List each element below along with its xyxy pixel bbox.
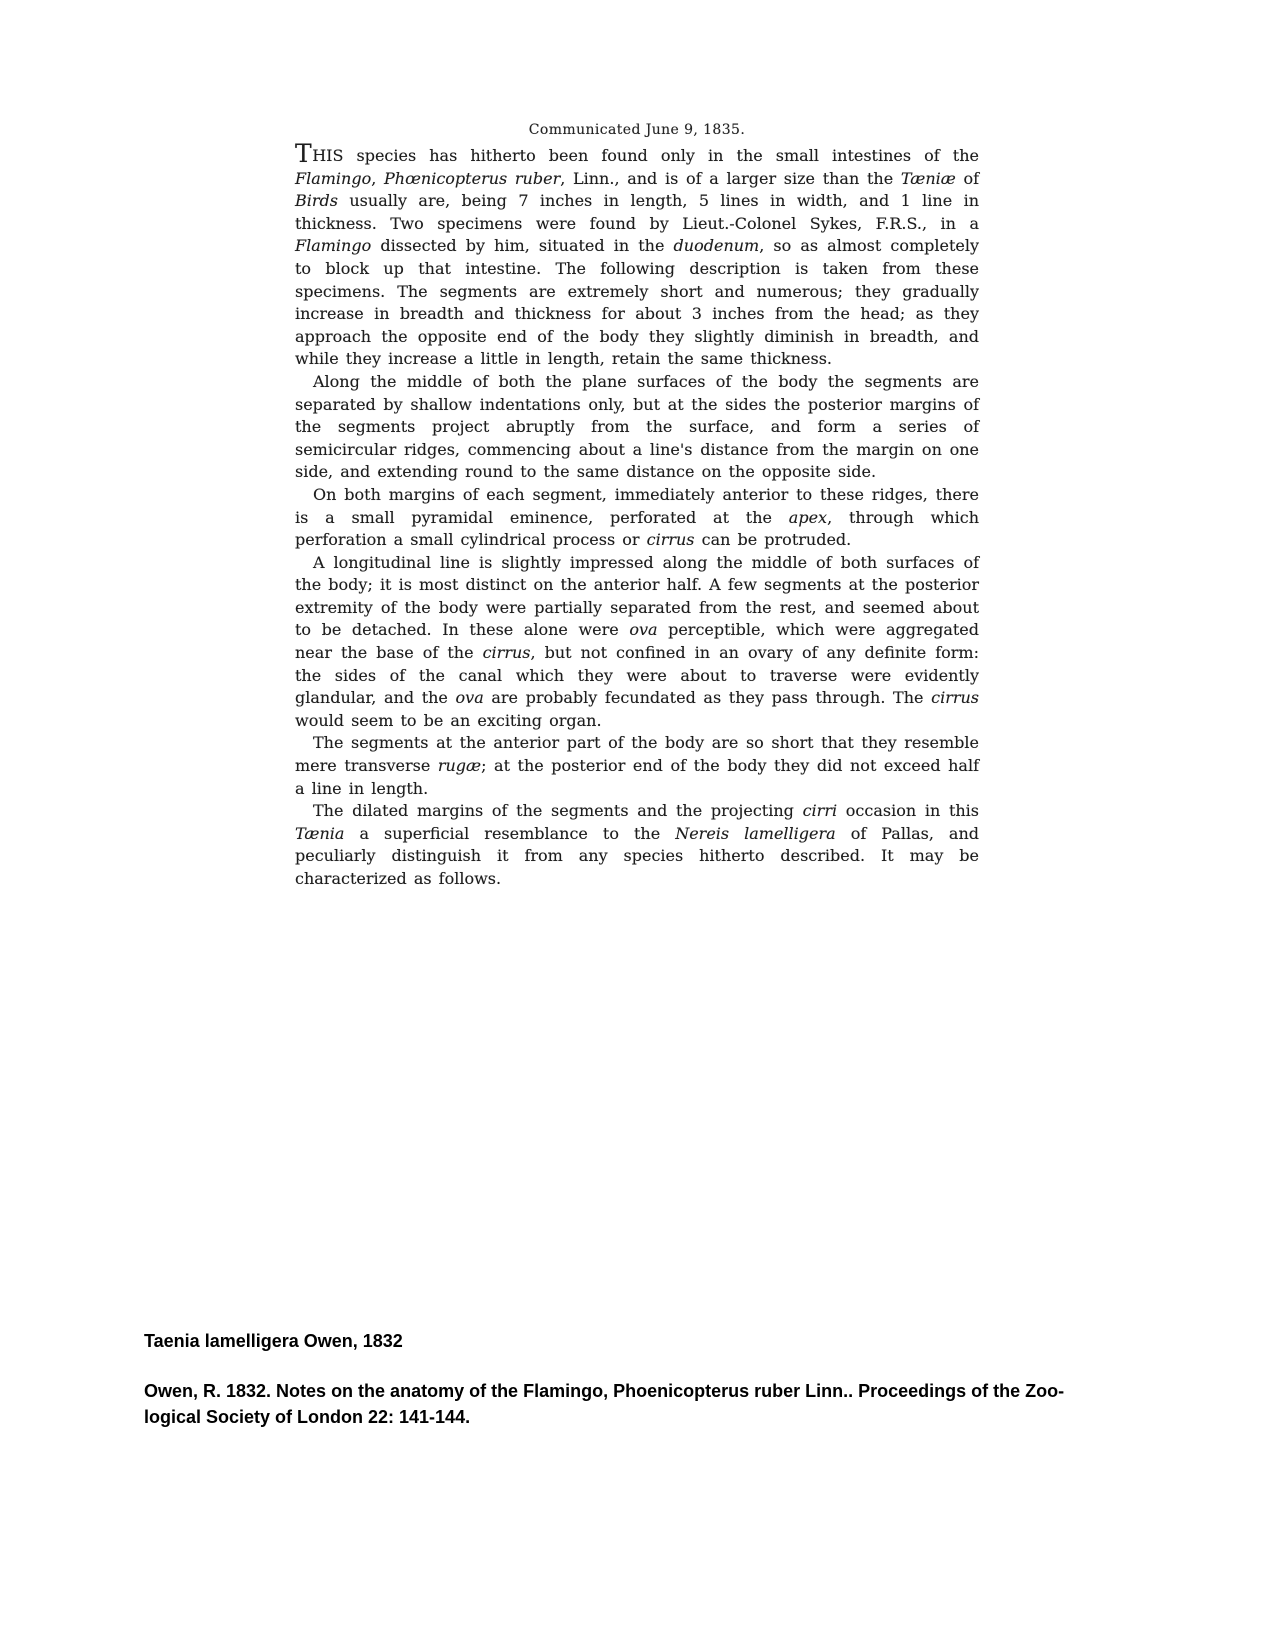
italic-text-run: ova [629, 620, 658, 640]
text-run: of [955, 168, 980, 188]
text-run: , so as almost completely to block up that intestine. The following description is taken from these specimens. The segments are extremely short and numerous; they gradually increase in breadth and thickness for about 3 inches from the head; as they approach the opposite end of the body they slightly diminish in breadth, and while they increase a little in length, retain the same thickness. [295, 236, 980, 369]
text-run: , but not confined in an ovary of any definite form: the sides of the canal which they were about to traverse were evidently glandular, and the [295, 643, 979, 708]
italic-text-run: cirrus [482, 643, 531, 663]
scanned-article [295, 122, 979, 891]
text-run: perceptible, which were aggregated near the base of the [295, 620, 980, 663]
italic-text-run: Flamingo [295, 168, 372, 188]
italic-text-run: cirrus [646, 530, 695, 550]
text-run: can be protruded. [694, 530, 852, 550]
text-run: would seem to be an exciting organ. [295, 710, 602, 730]
taxon-reference-block [144, 1330, 1084, 1430]
text-run: HIS species has hitherto been found only in the small intestines of the [312, 146, 979, 165]
text-run: T [295, 139, 313, 168]
text-run: The segments at the anterior part of the body are so short that they resemble mere transverse [295, 733, 979, 776]
text-run: of Pallas, and peculiarly distinguish it from any species hitherto described. It may be characterized as follows. [295, 823, 980, 888]
citation-line: Owen, R. 1832. Notes on the anatomy of the Flamingo, Phoenicopterus ruber Linn.. Proceedings of the Zoo- [144, 1381, 1065, 1401]
text-run: On both margins of each segment, immediately anterior to these ridges, there is a small pyramidal eminence, perforated at the [295, 484, 979, 527]
text-run: usually are, being 7 inches in length, 5 lines in width, and 1 line in thickness. Two specimens were found by Lieut.-Colonel Sykes, F.R.S., in a [295, 191, 979, 233]
citation-line: logical Society of London 22: 141-144. [144, 1407, 471, 1427]
paragraph [295, 552, 979, 733]
citation [144, 1378, 1084, 1430]
paragraph [295, 800, 979, 890]
italic-text-run: cirri [802, 801, 838, 821]
italic-text-run: Tænia [295, 823, 345, 843]
paragraph [295, 371, 979, 484]
italic-text-run: Nereis lamelligera [675, 823, 836, 843]
italic-text-run: Tæniæ [900, 168, 956, 188]
communicated-date-line: Communicated June 9, 1835. [528, 122, 746, 138]
text-run: Along the middle of both the plane surfaces of the body the segments are separated by shallow indentations only, but at the sides the posterior margins of the segments project abruptly from the surface, and form a series of semicircular ridges, commencing about a line's distance from the margin on one side, and extending round to the same distance on the opposite side. [295, 371, 979, 482]
italic-text-run: rugæ [437, 756, 482, 776]
taxon-title: Taenia lamelligera Owen, 1832 [144, 1331, 403, 1351]
text-run: The dilated margins of the segments and the projecting [313, 801, 803, 821]
scan-paragraphs [295, 139, 980, 891]
text-run: dissected by him, situated in the [371, 236, 674, 256]
italic-text-run: Phœnicopterus ruber [384, 168, 561, 188]
italic-text-run: ova [455, 688, 484, 708]
italic-text-run: duodenum [673, 236, 760, 256]
italic-text-run: apex [788, 507, 828, 527]
text-run: occasion in this [837, 801, 979, 821]
paragraph [295, 139, 980, 371]
text-run: A longitudinal line is slightly impressed along the middle of both surfaces of the body; it is most distinct on the anterior half. A few segments at the posterior extremity of the body were partially separated from the rest, and seemed about to be detached. In these alone were [295, 552, 979, 640]
paragraph [295, 484, 979, 552]
text-run: ; at the posterior end of the body they did not exceed half a line in length. [295, 756, 979, 798]
text-run: a superficial resemblance to the [344, 823, 676, 843]
paragraph [295, 732, 979, 800]
italic-text-run: Birds [295, 191, 338, 211]
italic-text-run: cirrus [931, 688, 979, 708]
text-run: , [371, 168, 385, 188]
text-run: , through which perforation a small cylindrical process or [295, 507, 979, 550]
text-run: , Linn., and is of a larger size than the [560, 168, 901, 188]
text-run: are probably fecundated as they pass through. The [483, 688, 932, 708]
italic-text-run: Flamingo [295, 236, 372, 256]
